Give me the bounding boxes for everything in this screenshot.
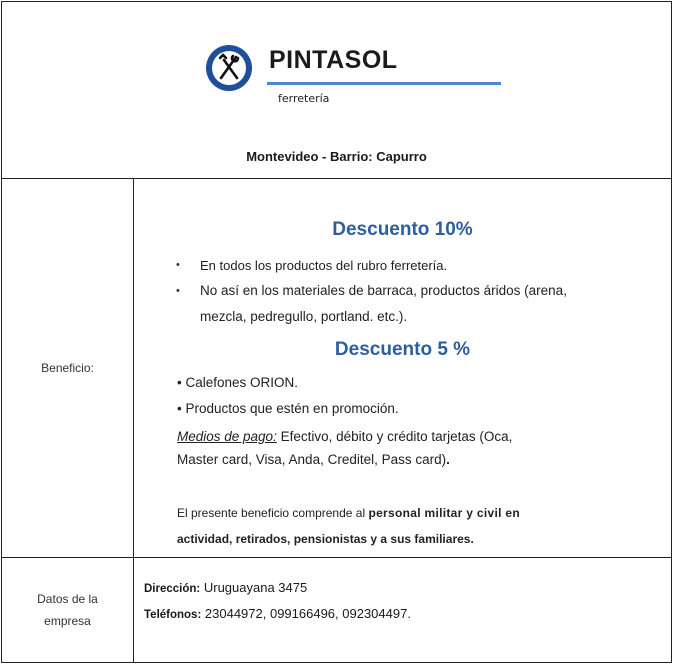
scope-bold-1: personal militar y civil en xyxy=(368,506,520,520)
benefit-table xyxy=(1,1,672,663)
benefit-cell xyxy=(134,179,672,558)
payment-label: Medios de pago: xyxy=(177,429,277,444)
brand-subtitle: ferretería xyxy=(278,92,330,105)
bullet-icon: • xyxy=(176,285,180,297)
wrench-screwdriver-gear-icon xyxy=(205,44,253,92)
payment-end: . xyxy=(446,452,450,467)
company-label-line-1: Datos de la xyxy=(37,592,98,606)
scope-line-1 xyxy=(177,506,520,520)
phones-value: 23044972, 099166496, 092304497. xyxy=(201,606,411,621)
scope-line-2 xyxy=(177,532,474,546)
company-label-line-2: empresa xyxy=(44,614,91,628)
address-value: Uruguayana 3475 xyxy=(200,580,308,595)
scope-bold-2: actividad, retirados, pensionistas y a sus familiares. xyxy=(177,532,474,546)
payment-methods xyxy=(177,429,512,444)
bullet-icon: • xyxy=(176,259,180,271)
list-item: • Calefones ORION. xyxy=(177,375,299,390)
payment-text-2: Master card, Visa, Anda, Creditel, Pass card) xyxy=(177,452,447,467)
scope-intro: El presente beneficio comprende al xyxy=(177,506,369,520)
location-text: Montevideo - Barrio: Capurro xyxy=(246,149,427,164)
discount-10-heading: Descuento 10% xyxy=(332,219,473,240)
brand-underline xyxy=(267,82,501,85)
list-item: No así en los materiales de barraca, productos áridos (arena, xyxy=(200,283,567,298)
payment-text-1: Efectivo, débito y crédito tarjetas (Oca, xyxy=(276,429,513,444)
address-label: Dirección: xyxy=(144,583,201,595)
discount-5-heading: Descuento 5 % xyxy=(334,339,471,360)
list-item: En todos los productos del rubro ferretería. xyxy=(200,258,448,273)
header-cell xyxy=(2,2,672,179)
list-item-continuation: mezcla, pedregullo, portland. etc.). xyxy=(200,309,408,324)
phones-label: Teléfonos: xyxy=(144,609,202,621)
phones-line xyxy=(144,606,411,621)
brand-logo xyxy=(205,40,505,120)
benefit-label xyxy=(2,179,134,558)
company-label xyxy=(2,558,134,663)
company-cell xyxy=(134,558,672,663)
benefit-label-text: Beneficio: xyxy=(41,361,94,375)
list-item: • Productos que estén en promoción. xyxy=(177,401,399,416)
payment-methods-continuation xyxy=(177,452,450,467)
brand-name: PINTASOL xyxy=(269,46,398,74)
address-line xyxy=(144,580,307,595)
